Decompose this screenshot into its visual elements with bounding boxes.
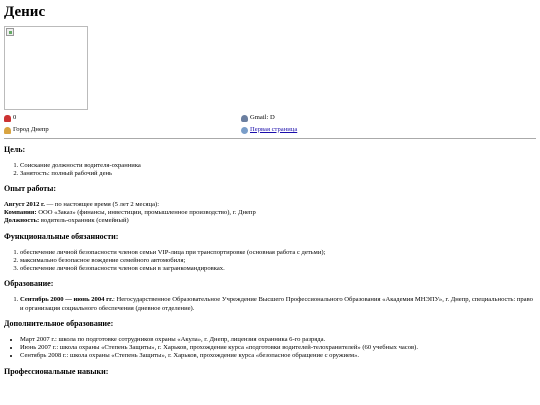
gmail-icon (241, 115, 248, 122)
city-value: Город Днепр (13, 125, 49, 133)
duties-list (4, 249, 536, 274)
skills-heading: Профессиональные навыки: (4, 366, 109, 376)
list-item: • Март 2007 г.: школа по подготовке сотрудников охраны «Акула», г. Днепр, лицензия охранника 6-го разряда. (20, 336, 536, 344)
list-item: • Июнь 2007 г.: школа охраны «Степень Защиты», г. Харьков, прохождение курса «подготовки водителей-телохранителей» (60 учебных часов). (20, 344, 536, 352)
goal-heading: Цель: (4, 144, 26, 154)
list-item (20, 296, 536, 312)
divider (4, 138, 536, 139)
contact-gmail (241, 114, 536, 123)
company-label: Компания: (4, 209, 37, 217)
profile-photo (4, 26, 88, 110)
position-value: водитель-охранник (семейный) (39, 217, 129, 225)
list-item: 1. обеспечение личной безопасности членов семьи VIP-лица при транспортировке (основная работа с детьми); (20, 249, 536, 257)
contact-city (4, 126, 241, 135)
gmail-value: Gmail: D (250, 113, 275, 121)
experience-position (4, 217, 536, 225)
city-icon (4, 127, 11, 134)
duties-heading: Функциональные обязанности: (4, 231, 119, 241)
list-item: 1. Соискание должности водителя-охранника (20, 162, 536, 170)
globe-icon (241, 127, 248, 134)
education-text: : Негосударственное Образовательное Учреждение Высшего Профессионального Образования «Академия МНЭПУ», г. Днепр, специальность: право и организация социального обеспечения (дневное отделение). (20, 296, 533, 312)
contact-phone (4, 114, 241, 123)
first-page-link[interactable]: Первая страница (250, 125, 298, 133)
page-title: Денис (4, 4, 46, 20)
experience-period (4, 201, 536, 209)
position-label: Должность: (4, 217, 40, 225)
broken-image-icon (6, 28, 14, 36)
experience-company (4, 209, 536, 217)
education-list (4, 296, 536, 312)
list-item: 2. Занятость: полный рабочий день (20, 170, 536, 178)
education-period: Сентябрь 2000 — июнь 2004 гг. (20, 296, 113, 304)
education-heading: Образование: (4, 279, 54, 289)
extra-education-list (4, 336, 536, 361)
list-item: 2. максимально безопасное вождение семейного автомобиля; (20, 257, 536, 265)
experience-block (4, 201, 536, 226)
period-rest: — по настоящее время (5 лет 2 месяца): (44, 200, 160, 208)
company-value: ООО «Заказ» (финансы, инвестиции, промышленное производство), г. Днепр (36, 209, 256, 217)
phone-icon (4, 115, 11, 122)
contact-grid (4, 114, 536, 135)
goal-list (4, 162, 536, 178)
list-item: 3. обеспечение личной безопасности членов семьи в загранкомандировках. (20, 265, 536, 273)
experience-heading: Опыт работы: (4, 183, 57, 193)
period-bold: Август 2012 г. (4, 200, 45, 208)
list-item: • Сентябрь 2008 г.: школа охраны «Степень Защиты», г. Харьков, прохождение курса «безопасное обращение с оружием». (20, 352, 536, 360)
phone-value: 0 (13, 113, 17, 121)
extra-education-heading: Дополнительное образование: (4, 318, 114, 328)
contact-first-page (241, 126, 536, 135)
